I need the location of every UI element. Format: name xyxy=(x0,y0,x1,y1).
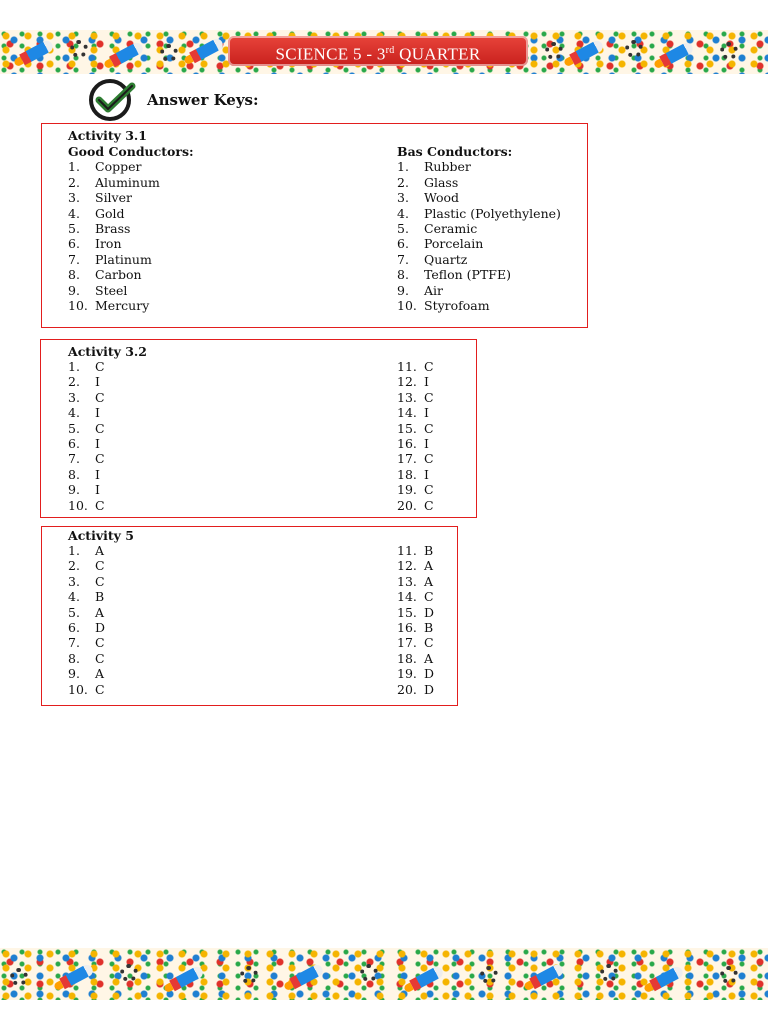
item-number: 14. xyxy=(397,589,417,605)
item-number: 7. xyxy=(68,251,80,267)
item-number: 2. xyxy=(68,174,80,190)
item-answer: A xyxy=(95,543,105,558)
item-number: 1. xyxy=(68,159,80,175)
item-number: 5. xyxy=(397,221,409,237)
item-number: 3. xyxy=(397,190,409,206)
item-number: 4. xyxy=(397,205,409,221)
item-number: 3. xyxy=(68,389,80,405)
page-title-banner xyxy=(228,36,528,66)
list-item xyxy=(397,498,434,513)
item-answer: Ceramic xyxy=(424,221,478,237)
list-item xyxy=(68,283,194,298)
rocket-icon xyxy=(529,963,565,990)
list-item xyxy=(68,374,105,389)
rocket-icon xyxy=(189,37,225,64)
list-item xyxy=(397,605,434,620)
item-number: 9. xyxy=(68,282,80,298)
item-number: 11. xyxy=(397,543,417,558)
list-item xyxy=(397,558,434,573)
item-number: 2. xyxy=(397,174,409,190)
item-number: 10. xyxy=(397,298,417,314)
item-answer: C xyxy=(95,359,105,374)
item-number: 3. xyxy=(68,573,80,589)
item-answer: D xyxy=(424,666,435,682)
item-answer: C xyxy=(424,589,434,605)
item-number: 18. xyxy=(397,466,417,482)
item-answer: C xyxy=(95,389,105,405)
item-number: 5. xyxy=(68,420,80,436)
answer-keys-heading: Answer Keys: xyxy=(147,91,259,109)
item-number: 7. xyxy=(397,251,409,267)
item-number: 16. xyxy=(397,436,417,452)
list-item xyxy=(68,666,105,681)
list-item xyxy=(68,467,105,482)
gear-icon xyxy=(160,44,178,62)
gear-icon xyxy=(600,964,618,982)
gear-icon xyxy=(70,40,88,58)
item-number: 4. xyxy=(68,205,80,221)
activity-3-1-title: Activity 3.1 xyxy=(68,128,147,143)
list-item xyxy=(397,482,434,497)
rocket-icon xyxy=(169,965,205,992)
item-answer: C xyxy=(95,420,105,436)
item-answer: Porcelain xyxy=(424,236,484,252)
item-number: 13. xyxy=(397,573,417,589)
item-answer: Copper xyxy=(95,159,142,175)
list-item xyxy=(397,267,561,282)
item-answer: B xyxy=(424,543,434,558)
list-item xyxy=(68,436,105,451)
item-number: 11. xyxy=(397,359,417,374)
item-answer: Gold xyxy=(95,205,125,221)
list-item xyxy=(397,467,434,482)
rocket-icon xyxy=(289,963,325,990)
list-item xyxy=(68,221,194,236)
item-answer: I xyxy=(95,466,100,482)
list-item xyxy=(397,159,561,174)
gear-icon xyxy=(545,42,563,60)
list-item xyxy=(68,605,105,620)
list-item xyxy=(68,498,105,513)
item-answer: A xyxy=(95,666,105,682)
item-number: 8. xyxy=(68,650,80,666)
item-answer: C xyxy=(95,558,105,574)
item-answer: Mercury xyxy=(95,298,150,314)
list-item xyxy=(68,558,105,573)
list-item xyxy=(397,682,434,697)
item-answer: Wood xyxy=(424,190,460,206)
item-number: 7. xyxy=(68,451,80,467)
item-number: 17. xyxy=(397,635,417,651)
list-item xyxy=(397,374,434,389)
list-item xyxy=(397,543,434,558)
item-number: 4. xyxy=(68,589,80,605)
item-number: 16. xyxy=(397,620,417,636)
item-answer: Steel xyxy=(95,282,128,298)
item-answer: C xyxy=(95,635,105,651)
item-number: 20. xyxy=(397,681,417,697)
item-number: 6. xyxy=(397,236,409,252)
list-item xyxy=(68,190,194,205)
list-item xyxy=(68,175,194,190)
item-number: 15. xyxy=(397,420,417,436)
bad-conductors-list xyxy=(397,144,561,313)
list-item xyxy=(68,405,105,420)
bad-conductors-heading: Bas Conductors: xyxy=(397,144,513,159)
item-number: 12. xyxy=(397,558,417,574)
item-number: 19. xyxy=(397,666,417,682)
item-number: 9. xyxy=(397,282,409,298)
list-item xyxy=(397,620,434,635)
list-item xyxy=(68,159,194,174)
list-item xyxy=(397,283,561,298)
item-answer: I xyxy=(95,405,100,421)
list-item xyxy=(397,252,561,267)
item-number: 8. xyxy=(68,466,80,482)
item-answer: C xyxy=(424,359,434,374)
item-answer: Teflon (PTFE) xyxy=(424,267,511,283)
item-answer: C xyxy=(424,635,434,651)
item-answer: A xyxy=(95,604,105,620)
item-answer: A xyxy=(424,558,434,574)
list-item xyxy=(397,190,561,205)
item-number: 8. xyxy=(68,267,80,283)
item-answer: I xyxy=(424,405,429,421)
item-answer: C xyxy=(424,497,434,513)
list-item xyxy=(68,359,105,374)
gear-icon xyxy=(720,42,738,60)
gear-icon xyxy=(240,966,258,984)
item-number: 4. xyxy=(68,405,80,421)
gear-icon xyxy=(360,964,378,982)
activity-5-left-list xyxy=(68,543,105,697)
item-number: 1. xyxy=(68,543,80,558)
item-answer: Quartz xyxy=(424,251,468,267)
item-number: 8. xyxy=(397,267,409,283)
item-answer: C xyxy=(424,389,434,405)
list-item xyxy=(68,298,194,313)
item-number: 2. xyxy=(68,558,80,574)
good-conductors-heading: Good Conductors: xyxy=(68,144,194,159)
item-answer: Glass xyxy=(424,174,459,190)
list-item xyxy=(397,175,561,190)
item-answer: I xyxy=(424,466,429,482)
item-answer: A xyxy=(424,573,434,589)
item-answer: I xyxy=(95,436,100,452)
list-item xyxy=(68,682,105,697)
list-item xyxy=(68,252,194,267)
list-item xyxy=(68,589,105,604)
item-number: 5. xyxy=(68,221,80,237)
item-number: 10. xyxy=(68,298,88,314)
item-answer: Silver xyxy=(95,190,132,206)
rocket-icon xyxy=(659,41,695,68)
list-item xyxy=(397,421,434,436)
list-item xyxy=(68,482,105,497)
item-number: 6. xyxy=(68,620,80,636)
item-number: 14. xyxy=(397,405,417,421)
item-answer: Rubber xyxy=(424,159,471,175)
item-answer: Aluminum xyxy=(95,174,160,190)
item-answer: I xyxy=(95,374,100,390)
item-answer: Styrofoam xyxy=(424,298,490,314)
list-item xyxy=(397,390,434,405)
gear-icon xyxy=(120,964,138,982)
item-number: 18. xyxy=(397,650,417,666)
item-number: 7. xyxy=(68,635,80,651)
rocket-icon xyxy=(109,41,145,68)
list-item xyxy=(68,451,105,466)
item-answer: C xyxy=(95,497,105,513)
item-answer: C xyxy=(95,573,105,589)
item-answer: Platinum xyxy=(95,251,152,267)
item-answer: I xyxy=(424,374,429,390)
item-number: 19. xyxy=(397,482,417,498)
item-answer: C xyxy=(424,451,434,467)
item-answer: D xyxy=(424,604,435,620)
list-item xyxy=(397,436,434,451)
title-prefix: SCIENCE 5 - 3 xyxy=(275,44,386,64)
item-answer: C xyxy=(95,681,105,697)
gear-icon xyxy=(720,966,738,984)
activity-5-right-list xyxy=(397,543,434,697)
rocket-icon xyxy=(649,965,685,992)
list-item xyxy=(68,206,194,221)
item-number: 3. xyxy=(68,190,80,206)
list-item xyxy=(397,651,434,666)
item-answer: Iron xyxy=(95,236,122,252)
rocket-icon xyxy=(409,965,445,992)
item-number: 5. xyxy=(68,604,80,620)
item-number: 15. xyxy=(397,604,417,620)
item-answer: Air xyxy=(424,282,444,298)
item-number: 20. xyxy=(397,497,417,513)
list-item xyxy=(397,574,434,589)
item-number: 6. xyxy=(68,236,80,252)
item-number: 1. xyxy=(397,159,409,175)
gear-icon xyxy=(480,966,498,984)
gear-icon xyxy=(625,40,643,58)
list-item xyxy=(397,298,561,313)
list-item xyxy=(397,451,434,466)
rocket-icon xyxy=(59,963,95,990)
activity-3-2-title: Activity 3.2 xyxy=(68,344,147,359)
activity-3-2-right-list xyxy=(397,359,434,513)
item-answer: Carbon xyxy=(95,267,142,283)
item-number: 9. xyxy=(68,482,80,498)
list-item xyxy=(68,574,105,589)
item-number: 1. xyxy=(68,359,80,374)
title-suffix: QUARTER xyxy=(394,44,481,64)
item-number: 2. xyxy=(68,374,80,390)
list-item xyxy=(397,359,434,374)
item-answer: I xyxy=(424,436,429,452)
list-item xyxy=(397,589,434,604)
item-answer: A xyxy=(424,650,434,666)
item-number: 9. xyxy=(68,666,80,682)
item-answer: Brass xyxy=(95,221,131,237)
list-item xyxy=(68,236,194,251)
list-item xyxy=(68,651,105,666)
list-item xyxy=(397,206,561,221)
item-number: 10. xyxy=(68,681,88,697)
gear-icon xyxy=(10,968,28,986)
item-answer: D xyxy=(95,620,106,636)
list-item xyxy=(397,405,434,420)
list-item xyxy=(68,620,105,635)
item-number: 13. xyxy=(397,389,417,405)
item-answer: C xyxy=(424,420,434,436)
list-item xyxy=(68,267,194,282)
item-answer: I xyxy=(95,482,100,498)
item-answer: B xyxy=(424,620,434,636)
item-answer: C xyxy=(424,482,434,498)
rocket-icon xyxy=(569,39,605,66)
list-item xyxy=(68,390,105,405)
check-circle-icon xyxy=(88,78,138,122)
good-conductors-list xyxy=(68,144,194,313)
bottom-decorative-border xyxy=(0,948,768,1000)
list-item xyxy=(68,421,105,436)
item-number: 17. xyxy=(397,451,417,467)
item-number: 12. xyxy=(397,374,417,390)
item-number: 10. xyxy=(68,497,88,513)
item-answer: C xyxy=(95,650,105,666)
item-answer: D xyxy=(424,681,435,697)
list-item xyxy=(397,236,561,251)
rocket-icon xyxy=(19,39,55,66)
item-answer: C xyxy=(95,451,105,467)
activity-3-2-left-list xyxy=(68,359,105,513)
item-answer: Plastic (Polyethylene) xyxy=(424,205,561,221)
activity-5-title: Activity 5 xyxy=(68,528,134,543)
item-answer: B xyxy=(95,589,105,605)
list-item xyxy=(397,635,434,650)
list-item xyxy=(68,543,105,558)
list-item xyxy=(397,221,561,236)
list-item xyxy=(68,635,105,650)
title-superscript: rd xyxy=(385,45,395,56)
item-number: 6. xyxy=(68,436,80,452)
list-item xyxy=(397,666,434,681)
